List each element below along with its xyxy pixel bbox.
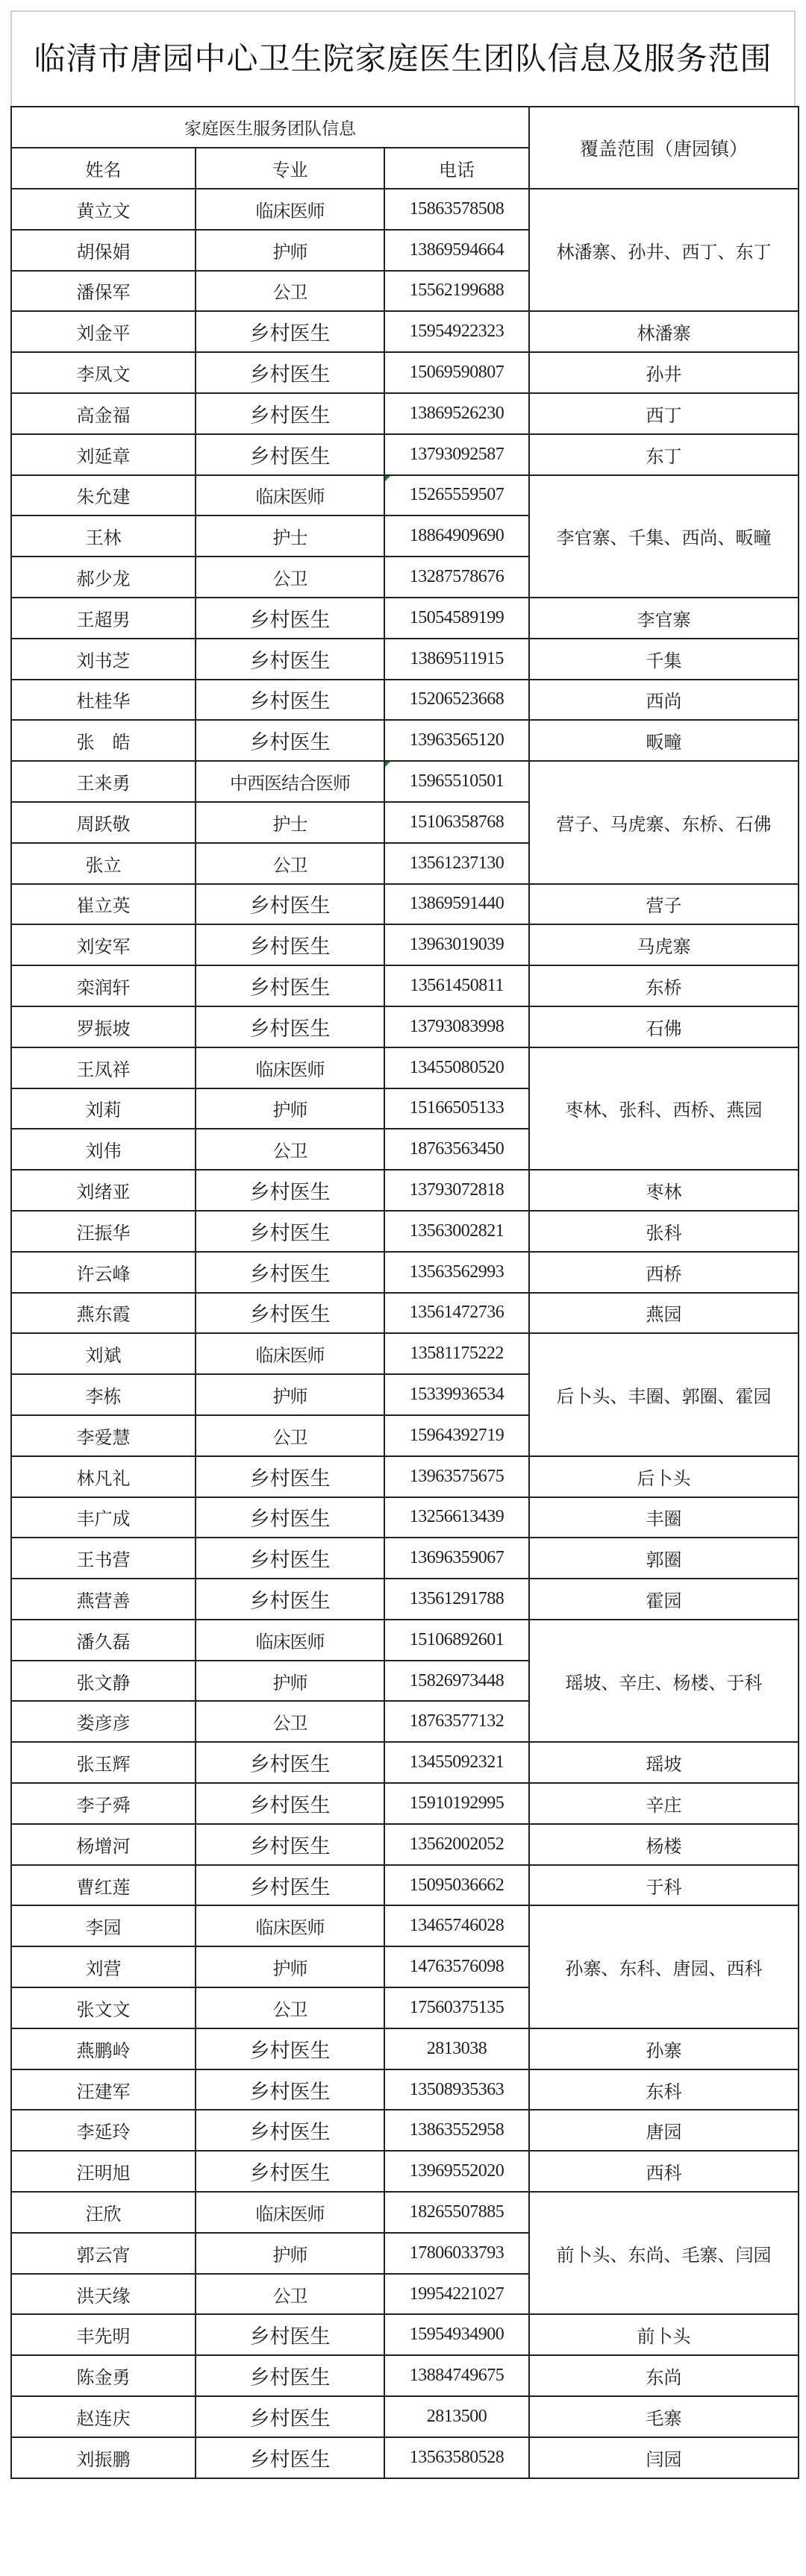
member-name: 栾润轩 <box>11 965 196 1006</box>
member-name: 刘金平 <box>11 311 196 352</box>
member-specialty: 乡村医生 <box>196 639 384 680</box>
member-specialty: 临床医师 <box>196 1333 384 1374</box>
member-name: 娄彦彦 <box>11 1701 196 1742</box>
village-doctor-row <box>11 2028 799 2069</box>
team-coverage-area: 孙寨、东科、唐园、西科 <box>529 1905 799 2028</box>
member-specialty: 乡村医生 <box>196 1170 384 1211</box>
member-phone: 13287578676 <box>384 557 529 598</box>
member-phone: 13561291788 <box>384 1579 529 1620</box>
member-phone: 13793083998 <box>384 1006 529 1047</box>
member-phone: 13561450811 <box>384 965 529 1006</box>
member-phone: 13563562993 <box>384 1252 529 1293</box>
member-name: 王林 <box>11 515 196 557</box>
column-header-phone: 电话 <box>384 148 529 189</box>
member-specialty: 公卫 <box>196 557 384 598</box>
member-specialty: 乡村医生 <box>196 2437 384 2478</box>
village-doctor-row <box>11 2437 799 2478</box>
member-phone: 15106892601 <box>384 1620 529 1661</box>
member-specialty: 乡村医生 <box>196 2069 384 2110</box>
member-specialty: 中西医结合医师 <box>196 761 384 802</box>
cell-note-marker-icon <box>385 762 390 767</box>
member-name: 王书营 <box>11 1538 196 1579</box>
team-member-row <box>11 475 799 516</box>
team-coverage-area: 营子、马虎寨、东桥、石佛 <box>529 761 799 883</box>
team-coverage-area: 后卜头、丰圈、郭圈、霍园 <box>529 1333 799 1455</box>
member-name: 李延玲 <box>11 2110 196 2151</box>
village-coverage-area: 西桥 <box>529 1252 799 1293</box>
village-doctor-row <box>11 965 799 1006</box>
member-phone: 13455080520 <box>384 1047 529 1088</box>
member-phone: 13696359067 <box>384 1538 529 1579</box>
village-doctor-row <box>11 1783 799 1824</box>
member-phone: 13793092587 <box>384 434 529 475</box>
member-phone: 15054589199 <box>384 598 529 639</box>
member-phone: 18763563450 <box>384 1129 529 1170</box>
member-specialty: 临床医师 <box>196 1047 384 1088</box>
village-doctor-row <box>11 1538 799 1579</box>
member-name: 周跃敬 <box>11 802 196 843</box>
team-coverage-area: 林潘寨、孙井、西丁、东丁 <box>529 189 799 311</box>
village-doctor-row <box>11 434 799 475</box>
member-specialty: 乡村医生 <box>196 884 384 925</box>
village-coverage-area: 东科 <box>529 2069 799 2110</box>
member-phone: 15106358768 <box>384 802 529 843</box>
member-specialty: 临床医师 <box>196 1905 384 1946</box>
member-name: 刘伟 <box>11 1129 196 1170</box>
member-name: 燕鹏岭 <box>11 2028 196 2069</box>
member-specialty: 乡村医生 <box>196 2396 384 2437</box>
member-phone: 13256613439 <box>384 1497 529 1538</box>
member-phone: 15069590807 <box>384 352 529 393</box>
team-coverage-area: 前卜头、东尚、毛寨、闫园 <box>529 2192 799 2314</box>
team-member-row <box>11 1905 799 1946</box>
member-name: 张 皓 <box>11 720 196 761</box>
member-phone: 15954922323 <box>384 311 529 352</box>
team-member-row <box>11 1047 799 1088</box>
village-doctor-row <box>11 720 799 761</box>
member-specialty: 乡村医生 <box>196 311 384 352</box>
member-specialty: 临床医师 <box>196 475 384 516</box>
member-phone: 2813038 <box>384 2028 529 2069</box>
member-specialty: 乡村医生 <box>196 1579 384 1620</box>
member-specialty: 护师 <box>196 1374 384 1415</box>
team-member-row <box>11 761 799 802</box>
member-specialty: 公卫 <box>196 1129 384 1170</box>
member-name: 黄立文 <box>11 189 196 230</box>
member-phone: 13963575675 <box>384 1456 529 1497</box>
village-doctor-row <box>11 311 799 352</box>
cell-note-marker-icon <box>385 476 390 481</box>
member-name: 燕营善 <box>11 1579 196 1620</box>
member-phone: 15562199688 <box>384 271 529 312</box>
member-name: 胡保娟 <box>11 230 196 271</box>
member-specialty: 护士 <box>196 515 384 557</box>
member-specialty: 乡村医生 <box>196 1456 384 1497</box>
village-coverage-area: 马虎寨 <box>529 924 799 965</box>
member-name: 李栋 <box>11 1374 196 1415</box>
member-phone: 18864909690 <box>384 515 529 557</box>
team-roster-table <box>10 106 799 2479</box>
member-specialty: 临床医师 <box>196 1620 384 1661</box>
column-header-specialty: 专业 <box>196 148 384 189</box>
member-name: 曹红莲 <box>11 1865 196 1906</box>
page-title: 临清市唐园中心卫生院家庭医生团队信息及服务范围 <box>34 40 772 77</box>
member-name: 丰广成 <box>11 1497 196 1538</box>
member-name: 张文静 <box>11 1661 196 1702</box>
village-coverage-area: 东桥 <box>529 965 799 1006</box>
member-name: 郝少龙 <box>11 557 196 598</box>
member-specialty: 乡村医生 <box>196 965 384 1006</box>
member-name: 罗振坡 <box>11 1006 196 1047</box>
member-name: 张立 <box>11 843 196 884</box>
member-name: 刘书芝 <box>11 639 196 680</box>
member-specialty: 乡村医生 <box>196 1211 384 1252</box>
member-name: 刘营 <box>11 1946 196 1987</box>
member-specialty: 护师 <box>196 2233 384 2274</box>
village-doctor-row <box>11 352 799 393</box>
member-name: 李园 <box>11 1905 196 1946</box>
member-name: 刘莉 <box>11 1088 196 1129</box>
village-coverage-area: 前卜头 <box>529 2314 799 2355</box>
team-member-row <box>11 1333 799 1374</box>
member-phone: 13869526230 <box>384 393 529 434</box>
village-doctor-row <box>11 598 799 639</box>
member-name: 刘绪亚 <box>11 1170 196 1211</box>
member-phone: 13508935363 <box>384 2069 529 2110</box>
member-phone: 17560375135 <box>384 1987 529 2028</box>
village-doctor-row <box>11 1006 799 1047</box>
team-coverage-area: 瑶坡、辛庄、杨楼、于科 <box>529 1620 799 1742</box>
member-name: 许云峰 <box>11 1252 196 1293</box>
member-specialty: 公卫 <box>196 1415 384 1456</box>
village-coverage-area: 枣林 <box>529 1170 799 1211</box>
member-phone: 18763577132 <box>384 1701 529 1742</box>
village-coverage-area: 营子 <box>529 884 799 925</box>
village-doctor-row <box>11 393 799 434</box>
member-name: 王来勇 <box>11 761 196 802</box>
coverage-header: 覆盖范围（唐园镇） <box>529 107 799 189</box>
member-name: 王凤祥 <box>11 1047 196 1088</box>
village-doctor-row <box>11 1170 799 1211</box>
member-specialty: 公卫 <box>196 843 384 884</box>
member-name: 汪振华 <box>11 1211 196 1252</box>
village-doctor-row <box>11 924 799 965</box>
member-phone: 18265507885 <box>384 2192 529 2233</box>
member-specialty: 乡村医生 <box>196 924 384 965</box>
member-phone: 15910192995 <box>384 1783 529 1824</box>
member-name: 张玉辉 <box>11 1742 196 1783</box>
member-phone: 13793072818 <box>384 1170 529 1211</box>
village-doctor-row <box>11 1456 799 1497</box>
member-name: 刘延章 <box>11 434 196 475</box>
member-specialty: 乡村医生 <box>196 352 384 393</box>
member-phone: 13869511915 <box>384 639 529 680</box>
village-coverage-area: 霍园 <box>529 1579 799 1620</box>
village-coverage-area: 千集 <box>529 639 799 680</box>
title-box <box>10 10 796 106</box>
village-coverage-area: 东丁 <box>529 434 799 475</box>
header-row-group <box>11 107 799 148</box>
member-name: 王超男 <box>11 598 196 639</box>
member-phone: 13581175222 <box>384 1333 529 1374</box>
member-name: 潘保军 <box>11 271 196 312</box>
member-specialty: 公卫 <box>196 1987 384 2028</box>
village-doctor-row <box>11 1252 799 1293</box>
member-phone: 15826973448 <box>384 1661 529 1702</box>
member-specialty: 护师 <box>196 230 384 271</box>
village-coverage-area: 唐园 <box>529 2110 799 2151</box>
village-doctor-row <box>11 680 799 721</box>
member-name: 郭云宵 <box>11 2233 196 2274</box>
team-member-row <box>11 189 799 230</box>
team-coverage-area: 李官寨、千集、西尚、畈疃 <box>529 475 799 598</box>
member-specialty: 乡村医生 <box>196 1742 384 1783</box>
member-specialty: 乡村医生 <box>196 2355 384 2396</box>
member-specialty: 乡村医生 <box>196 1538 384 1579</box>
member-name: 刘安军 <box>11 924 196 965</box>
member-phone: 15339936534 <box>384 1374 529 1415</box>
member-specialty: 护士 <box>196 802 384 843</box>
member-name: 李子舜 <box>11 1783 196 1824</box>
village-coverage-area: 辛庄 <box>529 1783 799 1824</box>
member-specialty: 乡村医生 <box>196 598 384 639</box>
village-doctor-row <box>11 1497 799 1538</box>
member-specialty: 公卫 <box>196 1701 384 1742</box>
member-specialty: 公卫 <box>196 271 384 312</box>
member-specialty: 乡村医生 <box>196 2151 384 2192</box>
member-phone: 13561472736 <box>384 1293 529 1334</box>
team-info-group-header: 家庭医生服务团队信息 <box>11 107 529 148</box>
village-doctor-row <box>11 2314 799 2355</box>
member-phone: 13561237130 <box>384 843 529 884</box>
member-specialty: 乡村医生 <box>196 434 384 475</box>
member-specialty: 乡村医生 <box>196 393 384 434</box>
table-body <box>11 189 799 2478</box>
member-name: 刘振鹏 <box>11 2437 196 2478</box>
village-coverage-area: 张科 <box>529 1211 799 1252</box>
member-phone: 13863552958 <box>384 2110 529 2151</box>
member-phone: 14763576098 <box>384 1946 529 1987</box>
member-phone: 15166505133 <box>384 1088 529 1129</box>
member-phone: 13869591440 <box>384 884 529 925</box>
member-phone: 13963019039 <box>384 924 529 965</box>
village-coverage-area: 东尚 <box>529 2355 799 2396</box>
village-doctor-row <box>11 2110 799 2151</box>
member-specialty: 护师 <box>196 1088 384 1129</box>
member-name: 张文文 <box>11 1987 196 2028</box>
member-specialty: 乡村医生 <box>196 2110 384 2151</box>
member-phone: 2813500 <box>384 2396 529 2437</box>
village-coverage-area: 畈疃 <box>529 720 799 761</box>
member-name: 李爱慧 <box>11 1415 196 1456</box>
village-doctor-row <box>11 1579 799 1620</box>
member-specialty: 公卫 <box>196 2274 384 2315</box>
member-phone: 13465746028 <box>384 1905 529 1946</box>
member-specialty: 乡村医生 <box>196 680 384 721</box>
member-specialty: 乡村医生 <box>196 1783 384 1824</box>
village-coverage-area: 瑶坡 <box>529 1742 799 1783</box>
village-doctor-row <box>11 884 799 925</box>
village-doctor-row <box>11 2396 799 2437</box>
member-specialty: 乡村医生 <box>196 720 384 761</box>
member-specialty: 乡村医生 <box>196 1293 384 1334</box>
village-doctor-row <box>11 1293 799 1334</box>
member-name: 赵连庆 <box>11 2396 196 2437</box>
village-coverage-area: 丰圈 <box>529 1497 799 1538</box>
village-coverage-area: 孙寨 <box>529 2028 799 2069</box>
member-specialty: 乡村医生 <box>196 1865 384 1906</box>
team-coverage-area: 枣林、张科、西桥、燕园 <box>529 1047 799 1170</box>
member-phone: 15964392719 <box>384 1415 529 1456</box>
member-phone: 19954221027 <box>384 2274 529 2315</box>
member-specialty: 临床医师 <box>196 2192 384 2233</box>
village-coverage-area: 于科 <box>529 1865 799 1906</box>
member-phone: 13963565120 <box>384 720 529 761</box>
member-specialty: 乡村医生 <box>196 1252 384 1293</box>
village-doctor-row <box>11 2151 799 2192</box>
member-name: 杜桂华 <box>11 680 196 721</box>
member-specialty: 乡村医生 <box>196 2314 384 2355</box>
member-name: 林凡礼 <box>11 1456 196 1497</box>
member-phone: 13563002821 <box>384 1211 529 1252</box>
village-doctor-row <box>11 2069 799 2110</box>
member-phone: 15863578508 <box>384 189 529 230</box>
member-specialty: 护师 <box>196 1661 384 1702</box>
member-phone: 15965510501 <box>384 761 529 802</box>
village-coverage-area: 李官寨 <box>529 598 799 639</box>
village-coverage-area: 毛寨 <box>529 2396 799 2437</box>
column-header-name: 姓名 <box>11 148 196 189</box>
member-phone: 15954934900 <box>384 2314 529 2355</box>
village-doctor-row <box>11 639 799 680</box>
village-coverage-area: 郭圈 <box>529 1538 799 1579</box>
village-doctor-row <box>11 1211 799 1252</box>
member-specialty: 乡村医生 <box>196 1824 384 1865</box>
member-phone: 13455092321 <box>384 1742 529 1783</box>
member-name: 杨增河 <box>11 1824 196 1865</box>
member-phone: 13562002052 <box>384 1824 529 1865</box>
member-name: 燕东霞 <box>11 1293 196 1334</box>
member-name: 洪天缘 <box>11 2274 196 2315</box>
member-phone: 13563580528 <box>384 2437 529 2478</box>
village-doctor-row <box>11 1865 799 1906</box>
member-name: 李凤文 <box>11 352 196 393</box>
member-name: 汪明旭 <box>11 2151 196 2192</box>
member-phone: 17806033793 <box>384 2233 529 2274</box>
village-doctor-row <box>11 2355 799 2396</box>
member-name: 汪建军 <box>11 2069 196 2110</box>
table-header <box>11 107 799 189</box>
member-name: 朱允建 <box>11 475 196 516</box>
member-specialty: 乡村医生 <box>196 2028 384 2069</box>
team-member-row <box>11 2192 799 2233</box>
member-name: 高金福 <box>11 393 196 434</box>
village-coverage-area: 孙井 <box>529 352 799 393</box>
village-coverage-area: 燕园 <box>529 1293 799 1334</box>
village-coverage-area: 西尚 <box>529 680 799 721</box>
member-phone: 15095036662 <box>384 1865 529 1906</box>
village-coverage-area: 石佛 <box>529 1006 799 1047</box>
member-phone: 15265559507 <box>384 475 529 516</box>
village-coverage-area: 后卜头 <box>529 1456 799 1497</box>
member-phone: 13969552020 <box>384 2151 529 2192</box>
member-specialty: 护师 <box>196 1946 384 1987</box>
village-coverage-area: 西科 <box>529 2151 799 2192</box>
village-doctor-row <box>11 1742 799 1783</box>
village-coverage-area: 林潘寨 <box>529 311 799 352</box>
member-specialty: 乡村医生 <box>196 1006 384 1047</box>
member-name: 崔立英 <box>11 884 196 925</box>
village-coverage-area: 西丁 <box>529 393 799 434</box>
village-coverage-area: 杨楼 <box>529 1824 799 1865</box>
member-phone: 15206523668 <box>384 680 529 721</box>
member-phone: 13869594664 <box>384 230 529 271</box>
team-member-row <box>11 1620 799 1661</box>
member-name: 汪欣 <box>11 2192 196 2233</box>
member-phone: 13884749675 <box>384 2355 529 2396</box>
member-name: 陈金勇 <box>11 2355 196 2396</box>
member-name: 刘斌 <box>11 1333 196 1374</box>
village-doctor-row <box>11 1824 799 1865</box>
member-specialty: 临床医师 <box>196 189 384 230</box>
member-name: 潘久磊 <box>11 1620 196 1661</box>
member-specialty: 乡村医生 <box>196 1497 384 1538</box>
member-name: 丰先明 <box>11 2314 196 2355</box>
village-coverage-area: 闫园 <box>529 2437 799 2478</box>
